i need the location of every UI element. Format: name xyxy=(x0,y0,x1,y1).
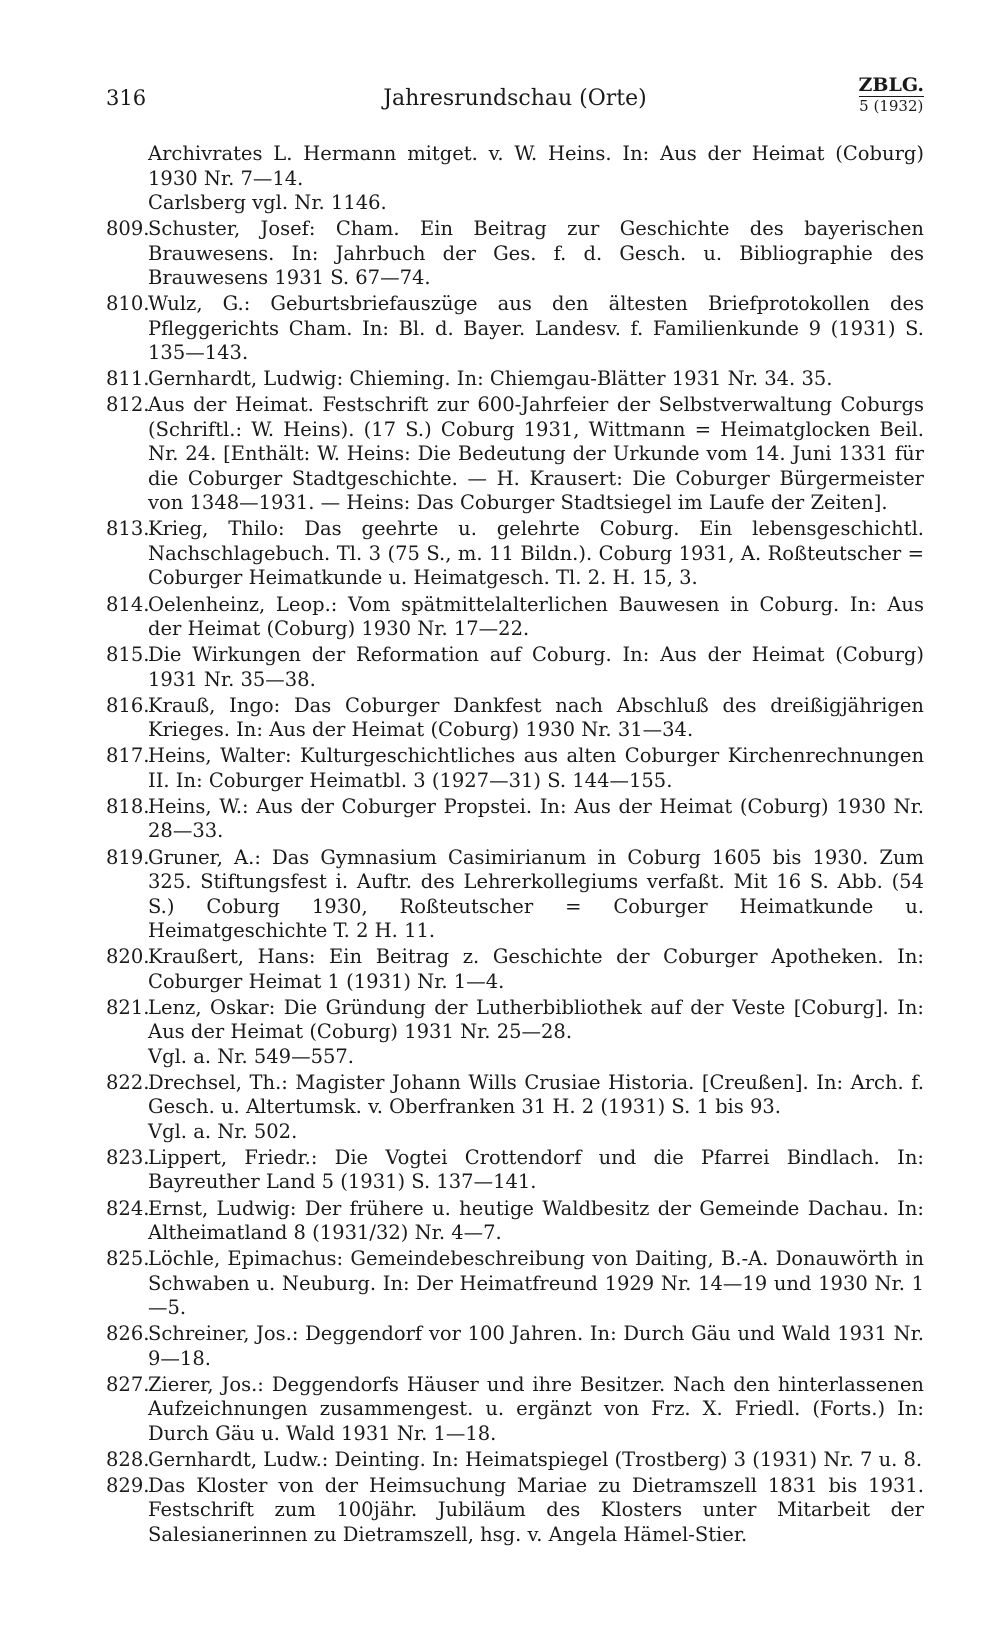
entry-number: 827. xyxy=(106,1372,150,1396)
bibliography-entry xyxy=(106,1197,924,1246)
entry-text: Oelenheinz, Leop.: Vom spätmittelalterlichen Bauwesen in Coburg. In: Aus der Heimat (Coburg) 1930 Nr. 17—22. xyxy=(148,592,924,641)
journal-volume: 5 (1932) xyxy=(859,97,924,115)
bibliography-list xyxy=(106,142,924,1549)
entry-text: Heins, W.: Aus der Coburger Propstei. In: Aus der Heimat (Coburg) 1930 Nr. 28—33. xyxy=(148,794,924,843)
bibliography-entry xyxy=(106,1373,924,1447)
page-header xyxy=(106,76,924,120)
entry-number: 815. xyxy=(106,643,150,667)
entry-number: 809. xyxy=(106,217,150,241)
entry-number: 824. xyxy=(106,1196,150,1220)
entry-text: Krieg, Thilo: Das geehrte u. gelehrte Coburg. Ein lebensgeschichtl. Nachschlagebuch. Tl. 3 (75 S., m. 11 Bildn.). Coburg 1931, A. Roßteutscher = Coburger Heimatkunde u. Heimatgesch. Tl. 2. H. 15, 3. xyxy=(148,517,924,590)
journal-abbreviation: ZBLG. xyxy=(858,74,924,96)
bibliography-entry xyxy=(106,217,924,291)
entry-text: Drechsel, Th.: Magister Johann Wills Crusiae Historia. [Creußen]. In: Arch. f. Gesch. u. Altertumsk. v. Oberfranken 31 H. 2 (1931) S. 1 bis 93. xyxy=(148,1070,924,1119)
bibliography-entry xyxy=(106,367,924,392)
entry-number: 811. xyxy=(106,367,150,391)
entry-number: 816. xyxy=(106,693,150,717)
entry-number: 820. xyxy=(106,945,150,969)
entry-number: 812. xyxy=(106,393,150,417)
entry-text: Das Kloster von der Heimsuchung Mariae zu Dietramszell 1831 bis 1931. Festschrift zum 100jähr. Jubiläum des Klosters unter Mitarbeit der Salesianerinnen zu Dietramszell, hsg. v. Angela Hämel-Stier. xyxy=(148,1473,924,1546)
entry-number: 822. xyxy=(106,1070,150,1094)
entry-number: 818. xyxy=(106,794,150,818)
bibliography-entry xyxy=(106,1448,924,1473)
entry-number: 819. xyxy=(106,845,150,869)
entry-text: Lenz, Oskar: Die Gründung der Lutherbibliothek auf der Veste [Coburg]. In: Aus der Heimat (Coburg) 1931 Nr. 25—28. xyxy=(148,995,924,1044)
bibliography-entry xyxy=(106,593,924,642)
bibliography-entry xyxy=(106,1071,924,1145)
entry-text: Krauß, Ingo: Das Coburger Dankfest nach Abschluß des dreißigjährigen Krieges. In: Aus der Heimat (Coburg) 1930 Nr. 31—34. xyxy=(148,693,924,742)
entry-text: Archivrates L. Hermann mitget. v. W. Heins. In: Aus der Heimat (Coburg) 1930 Nr. 7—14. xyxy=(148,142,924,190)
entry-text: Lippert, Friedr.: Die Vogtei Crottendorf und die Pfarrei Bindlach. In: Bayreuther Land 5 (1931) S. 137—141. xyxy=(148,1145,924,1194)
entry-text: Die Wirkungen der Reformation auf Coburg. In: Aus der Heimat (Coburg) 1931 Nr. 35—38. xyxy=(148,643,924,691)
journal-reference xyxy=(859,76,924,114)
entry-number: 828. xyxy=(106,1447,150,1471)
bibliography-entry xyxy=(106,744,924,793)
entry-number: 814. xyxy=(106,592,150,616)
bibliography-entry xyxy=(106,1247,924,1321)
bibliography-entry xyxy=(106,1322,924,1371)
entry-text: Schreiner, Jos.: Deggendorf vor 100 Jahren. In: Durch Gäu und Wald 1931 Nr. 9—18. xyxy=(148,1322,924,1370)
entry-text: Kraußert, Hans: Ein Beitrag z. Geschichte der Coburger Apotheken. In: Coburger Heimat 1 (1931) Nr. 1—4. xyxy=(148,945,924,993)
entry-text: Gernhardt, Ludwig: Chieming. In: Chiemgau-Blätter 1931 Nr. 34. 35. xyxy=(148,367,833,391)
entry-text: Vgl. a. Nr. 502. xyxy=(148,1119,298,1143)
bibliography-entry xyxy=(106,393,924,516)
entry-number: 813. xyxy=(106,517,150,541)
page-number: 316 xyxy=(106,86,147,110)
entry-text: Löchle, Epimachus: Gemeindebeschreibung von Daiting, B.-A. Donauwörth in Schwaben u. Neuburg. In: Der Heimatfreund 1929 Nr. 14—19 und 1930 Nr. 1—5. xyxy=(148,1247,924,1320)
entry-number: 825. xyxy=(106,1247,150,1271)
entry-text: Gernhardt, Ludw.: Deinting. In: Heimatspiegel (Trostberg) 3 (1931) Nr. 7 u. 8. xyxy=(148,1447,923,1471)
entry-text: Vgl. a. Nr. 549—557. xyxy=(148,1044,354,1068)
entry-text: Aus der Heimat. Festschrift zur 600-Jahrfeier der Selbstverwaltung Coburgs (Schriftl.: W. Heins). (17 S.) Coburg 1931, Wittmann = Heimatglocken Beil. Nr. 24. [Enthält: W. Heins: Die Bedeutung der Urkunde vom 14. Juni 1331 für die Coburger Stadtgeschichte. — H. Krausert: Die Coburger Bürgermeister von 1348—1931. — Heins: Das Coburger Stadtsiegel im Laufe der Zeiten]. xyxy=(148,393,924,515)
entry-text: Wulz, G.: Geburtsbriefauszüge aus den ältesten Briefprotokollen des Pfleggerichts Cham. In: Bl. d. Bayer. Landesv. f. Familienkunde 9 (1931) S. 135—143. xyxy=(148,292,924,365)
bibliography-entry xyxy=(106,996,924,1070)
bibliography-entry xyxy=(106,846,924,944)
entry-number: 829. xyxy=(106,1473,150,1497)
bibliography-entry xyxy=(106,292,924,366)
entry-text: Carlsberg vgl. Nr. 1146. xyxy=(148,191,387,214)
entry-number: 810. xyxy=(106,292,150,316)
entry-text: Zierer, Jos.: Deggendorfs Häuser und ihre Besitzer. Nach den hinterlassenen Aufzeichnungen zusammengest. u. ergänzt von Frz. X. Friedl. (Forts.) In: Durch Gäu u. Wald 1931 Nr. 1—18. xyxy=(148,1372,924,1445)
entry-number: 821. xyxy=(106,995,150,1019)
entry-text: Schuster, Josef: Cham. Ein Beitrag zur Geschichte des bayerischen Brauwesens. In: Jahrbuch der Ges. f. d. Gesch. u. Bibliographie des Brauwesens 1931 S. 67—74. xyxy=(148,217,924,290)
bibliography-entry xyxy=(106,1474,924,1548)
entry-number: 826. xyxy=(106,1322,150,1346)
entry-text: Gruner, A.: Das Gymnasium Casimirianum in Coburg 1605 bis 1930. Zum 325. Stiftungsfest i. Auftr. des Lehrerkollegiums verfaßt. Mit 16 S. Abb. (54 S.) Coburg 1930, Roßteutscher = Coburger Heimatkunde u. Heimatgeschichte T. 2 H. 11. xyxy=(148,845,924,943)
entry-number: 817. xyxy=(106,744,150,768)
bibliography-entry xyxy=(106,795,924,844)
running-title: Jahresrundschau (Orte) xyxy=(383,86,647,111)
entry-number: 823. xyxy=(106,1145,150,1169)
bibliography-entry xyxy=(106,142,924,216)
bibliography-entry xyxy=(106,643,924,692)
entry-text: Ernst, Ludwig: Der frühere u. heutige Waldbesitz der Gemeinde Dachau. In: Altheimatland 8 (1931/32) Nr. 4—7. xyxy=(148,1196,924,1244)
bibliography-entry xyxy=(106,945,924,994)
bibliography-entry xyxy=(106,1146,924,1195)
bibliography-entry xyxy=(106,517,924,591)
bibliography-entry xyxy=(106,694,924,743)
entry-text: Heins, Walter: Kulturgeschichtliches aus alten Coburger Kirchenrechnungen II. In: Coburger Heimatbl. 3 (1927—31) S. 144—155. xyxy=(148,744,924,792)
